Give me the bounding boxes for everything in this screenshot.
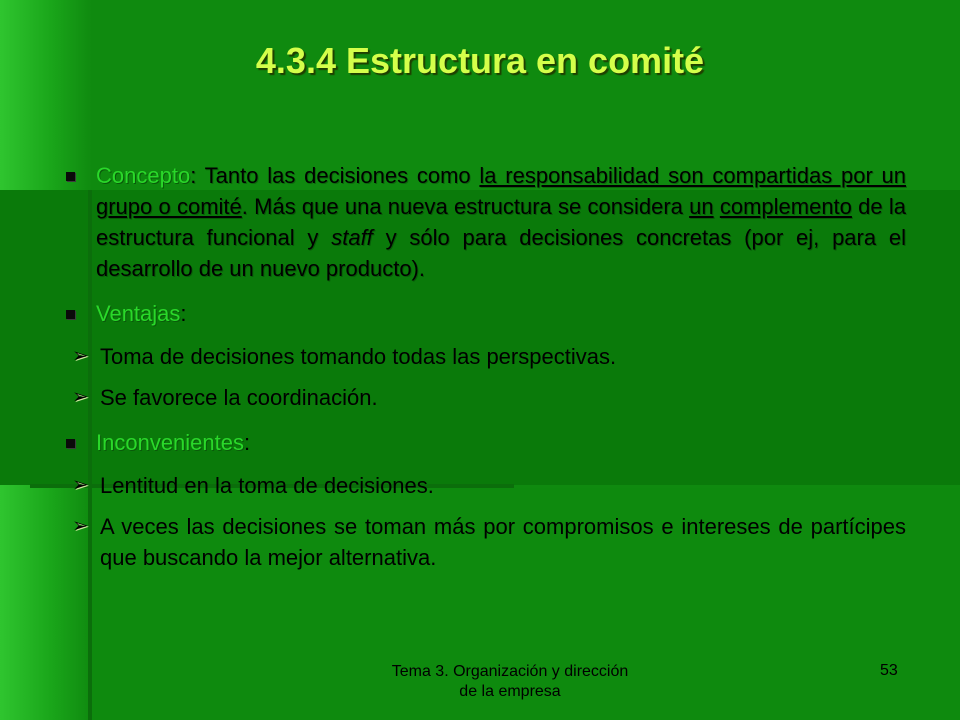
inconvenientes-colon: : xyxy=(244,430,251,455)
ventajas-section xyxy=(58,298,906,329)
concepto-text-5: y sólo para decisiones concretas (por ej, para el desarrollo de un nuevo producto). xyxy=(96,225,906,281)
arrow-bullet-icon: ➢ xyxy=(72,474,89,496)
ventaja-item xyxy=(58,382,906,413)
concepto-label: Concepto xyxy=(96,163,191,188)
footer-line-1: Tema 3. Organización y dirección xyxy=(391,663,629,680)
square-bullet-icon xyxy=(66,310,75,319)
page-number: 53 xyxy=(880,662,898,679)
arrow-bullet-icon: ➢ xyxy=(72,386,89,408)
ventaja-text: Toma de decisiones tomando todas las perspectivas. xyxy=(100,344,617,369)
slide-title: 4.3.4 Estructura en comité xyxy=(255,40,705,81)
inconveniente-text: A veces las decisiones se toman más por compromisos e intereses de partícipes que buscando la mejor alternativa. xyxy=(100,514,906,570)
inconveniente-item xyxy=(58,511,906,573)
inconvenientes-section xyxy=(58,427,906,458)
ventaja-item xyxy=(58,341,906,372)
inconveniente-text: Lentitud en la toma de decisiones. xyxy=(100,473,434,498)
concepto-underlined-2: un xyxy=(689,194,714,219)
footer-course-title xyxy=(360,662,660,702)
square-bullet-icon xyxy=(66,172,75,181)
arrow-bullet-icon: ➢ xyxy=(72,345,89,367)
concepto-underlined-3: complemento xyxy=(719,194,852,219)
concepto-text-2: . Más que una nueva estructura se considera xyxy=(241,194,690,219)
concepto-underlined-1: la responsabilidad son compartidas por un grupo o comité xyxy=(96,163,907,219)
concepto-text-1: Tanto las decisiones como xyxy=(196,163,480,188)
footer-line-2: de la empresa xyxy=(459,683,561,700)
concepto-colon: : xyxy=(190,163,197,188)
concepto-text-4: de la estructura funcional y xyxy=(96,194,906,250)
arrow-bullet-icon: ➢ xyxy=(72,515,89,537)
ventaja-text: Se favorece la coordinación. xyxy=(100,385,378,410)
ventajas-colon: : xyxy=(180,301,187,326)
slide-content xyxy=(58,160,906,583)
ventajas-label: Ventajas xyxy=(96,301,181,326)
concepto-italic-staff: staff xyxy=(331,225,373,250)
concepto-paragraph xyxy=(58,160,906,284)
inconvenientes-label: Inconvenientes xyxy=(96,430,244,455)
inconveniente-item xyxy=(58,470,906,501)
square-bullet-icon xyxy=(66,439,75,448)
